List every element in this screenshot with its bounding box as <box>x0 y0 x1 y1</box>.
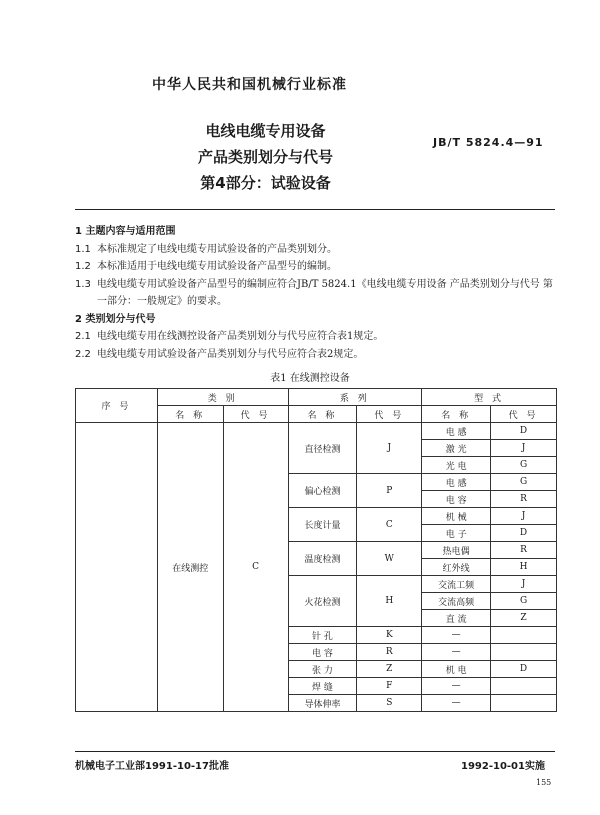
clause <box>75 258 557 276</box>
type-name-cell: 机 械 <box>422 508 491 525</box>
table-row <box>76 423 557 440</box>
clause <box>75 241 557 259</box>
type-name-header: 名 称 <box>422 406 491 423</box>
series-code-cell: W <box>357 542 422 576</box>
type-code-cell <box>491 627 557 644</box>
type-code-cell: R <box>491 542 557 559</box>
type-name-cell: 交流工频 <box>422 576 491 593</box>
type-code-cell: G <box>491 593 557 610</box>
type-code-cell: J <box>491 576 557 593</box>
clause-text: 电线电缆专用试验设备产品型号的编制应符合JB/T 5824.1《电线电缆专用设备 产品类别划分与代号 第一部分：一般规定》的要求。 <box>97 278 553 307</box>
type-code-cell <box>491 678 557 695</box>
type-name-cell: 电 感 <box>422 423 491 440</box>
series-code-cell: F <box>357 678 422 695</box>
clause-number: 2.1 <box>75 331 91 342</box>
category-header: 类 别 <box>157 389 288 406</box>
category-name-header: 名 称 <box>157 406 223 423</box>
series-name-cell: 焊 缝 <box>288 678 357 695</box>
type-name-cell: — <box>422 627 491 644</box>
document-title <box>178 118 353 196</box>
type-code-cell: G <box>491 457 557 474</box>
type-code-cell <box>491 644 557 661</box>
section-heading: 1 主题内容与适用范围 <box>75 226 176 237</box>
series-code-cell: C <box>357 508 422 542</box>
clause <box>75 346 557 364</box>
series-code-cell: P <box>357 474 422 508</box>
footer-divider <box>75 751 555 752</box>
series-code-cell: J <box>357 423 422 474</box>
clause-text: 本标准规定了电线电缆专用试验设备的产品类别划分。 <box>97 243 337 255</box>
series-name-cell: 针 孔 <box>288 627 357 644</box>
type-name-cell: 直 流 <box>422 610 491 627</box>
category-code-header: 代 号 <box>223 406 288 423</box>
type-name-cell: — <box>422 678 491 695</box>
title-line-3: 第4部分：试验设备 <box>200 174 331 192</box>
clause-text: 电线电缆专用在线测控设备产品类别划分与代号应符合表1规定。 <box>97 331 384 342</box>
type-code-cell <box>491 695 557 712</box>
series-name-cell: 偏心检测 <box>288 474 357 508</box>
type-name-cell: 激 光 <box>422 440 491 457</box>
header-divider <box>75 209 555 210</box>
effective-date: 1992-10-01实施 <box>461 761 545 772</box>
clause <box>75 328 557 346</box>
seq-cell <box>76 423 158 712</box>
type-name-cell: 交流高频 <box>422 593 491 610</box>
issuing-organization: 中华人民共和国机械行业标准 <box>152 77 347 93</box>
body-text <box>75 223 557 363</box>
series-code-cell: R <box>357 644 422 661</box>
equipment-table <box>75 388 557 712</box>
series-header: 系 列 <box>288 389 422 406</box>
type-name-cell: 红外线 <box>422 559 491 576</box>
series-code-cell: K <box>357 627 422 644</box>
title-line-2: 产品类别划分与代号 <box>197 148 333 166</box>
standard-number: JB/T 5824.4—91 <box>433 136 544 149</box>
type-code-cell: H <box>491 559 557 576</box>
title-line-1: 电线电缆专用设备 <box>205 122 326 140</box>
series-name-cell: 张 力 <box>288 661 357 678</box>
category-name-cell: 在线测控 <box>157 423 223 712</box>
page-number: 155 <box>536 778 552 787</box>
category-code-cell: C <box>223 423 288 712</box>
type-code-cell: G <box>491 474 557 491</box>
type-name-cell: 电 子 <box>422 525 491 542</box>
type-name-cell: — <box>422 644 491 661</box>
clause-number: 1.3 <box>75 278 91 290</box>
series-code-cell: S <box>357 695 422 712</box>
type-name-cell: 机 电 <box>422 661 491 678</box>
type-code-cell: J <box>491 440 557 457</box>
type-header: 型 式 <box>422 389 557 406</box>
series-name-cell: 温度检测 <box>288 542 357 576</box>
series-name-cell: 长度计量 <box>288 508 357 542</box>
clause-number: 1.1 <box>75 243 91 255</box>
type-name-cell: 热电偶 <box>422 542 491 559</box>
type-code-cell: Z <box>491 610 557 627</box>
approval-date: 机械电子工业部1991-10-17批准 <box>75 761 229 772</box>
series-name-cell: 导体伸率 <box>288 695 357 712</box>
clause-number: 1.2 <box>75 261 91 272</box>
type-name-cell: 电 感 <box>422 474 491 491</box>
type-code-cell: D <box>491 423 557 440</box>
series-name-header: 名 称 <box>288 406 357 423</box>
series-code-cell: Z <box>357 661 422 678</box>
seq-header: 序 号 <box>76 389 158 423</box>
type-code-cell: R <box>491 491 557 508</box>
type-name-cell: 电 容 <box>422 491 491 508</box>
series-code-cell: H <box>357 576 422 627</box>
clause-text: 电线电缆专用试验设备产品类别划分与代号应符合表2规定。 <box>97 348 364 360</box>
clause <box>75 276 557 311</box>
type-code-header: 代 号 <box>491 406 557 423</box>
type-code-cell: D <box>491 661 557 678</box>
clause-text: 本标准适用于电线电缆专用试验设备产品型号的编制。 <box>97 261 337 272</box>
series-name-cell: 电 容 <box>288 644 357 661</box>
type-code-cell: D <box>491 525 557 542</box>
series-code-header: 代 号 <box>357 406 422 423</box>
type-name-cell: — <box>422 695 491 712</box>
section-heading: 2 类别划分与代号 <box>75 313 156 325</box>
table-caption: 表1 在线测控设备 <box>270 373 350 384</box>
series-name-cell: 火花检测 <box>288 576 357 627</box>
table-body <box>76 423 557 712</box>
clause-number: 2.2 <box>75 348 91 360</box>
type-name-cell: 光 电 <box>422 457 491 474</box>
type-code-cell: J <box>491 508 557 525</box>
series-name-cell: 直径检测 <box>288 423 357 474</box>
header-row <box>76 389 557 406</box>
